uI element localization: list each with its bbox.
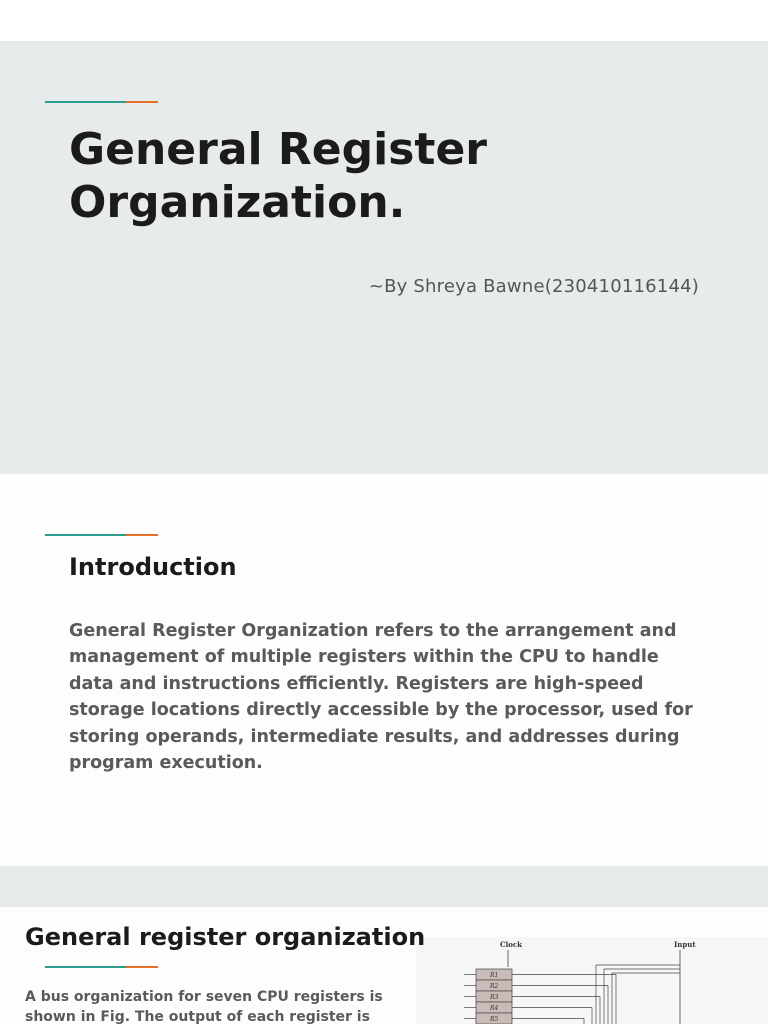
- register-label: R1: [490, 972, 499, 979]
- slide-gap: [0, 866, 768, 907]
- register-label: R4: [490, 1005, 499, 1012]
- slide-heading: General register organization: [25, 923, 426, 951]
- introduction-slide: [0, 474, 768, 866]
- slide-heading: Introduction: [69, 553, 237, 581]
- register-organization-slide: [0, 907, 768, 1024]
- title-slide: [0, 41, 768, 474]
- register-label: R2: [490, 983, 499, 990]
- accent-line: [45, 534, 158, 536]
- register-label: R3: [490, 994, 499, 1001]
- register-label: R5: [490, 1016, 499, 1023]
- slide-title: General Register Organization.: [69, 124, 487, 228]
- register-diagram-svg: [416, 937, 768, 1024]
- register-stack: [464, 965, 680, 1024]
- clock-label: Clock: [500, 940, 523, 949]
- register-diagram: [416, 937, 768, 1024]
- slide-body-text: A bus organization for seven CPU registers is shown in Fig. The output of each register is: [25, 989, 383, 1024]
- author-subtitle: ~By Shreya Bawne(230410116144): [368, 276, 699, 297]
- input-label: Input: [674, 940, 696, 949]
- slide-body-text: General Register Organization refers to the arrangement and management of multiple registers within the CPU to handle data and instructions efficiently. Registers are high-speed storage locations directly accessible by the processor, used for storing operands, intermediate results, and addresses during program execution.: [69, 621, 693, 774]
- accent-line: [45, 966, 158, 968]
- accent-line: [45, 101, 158, 103]
